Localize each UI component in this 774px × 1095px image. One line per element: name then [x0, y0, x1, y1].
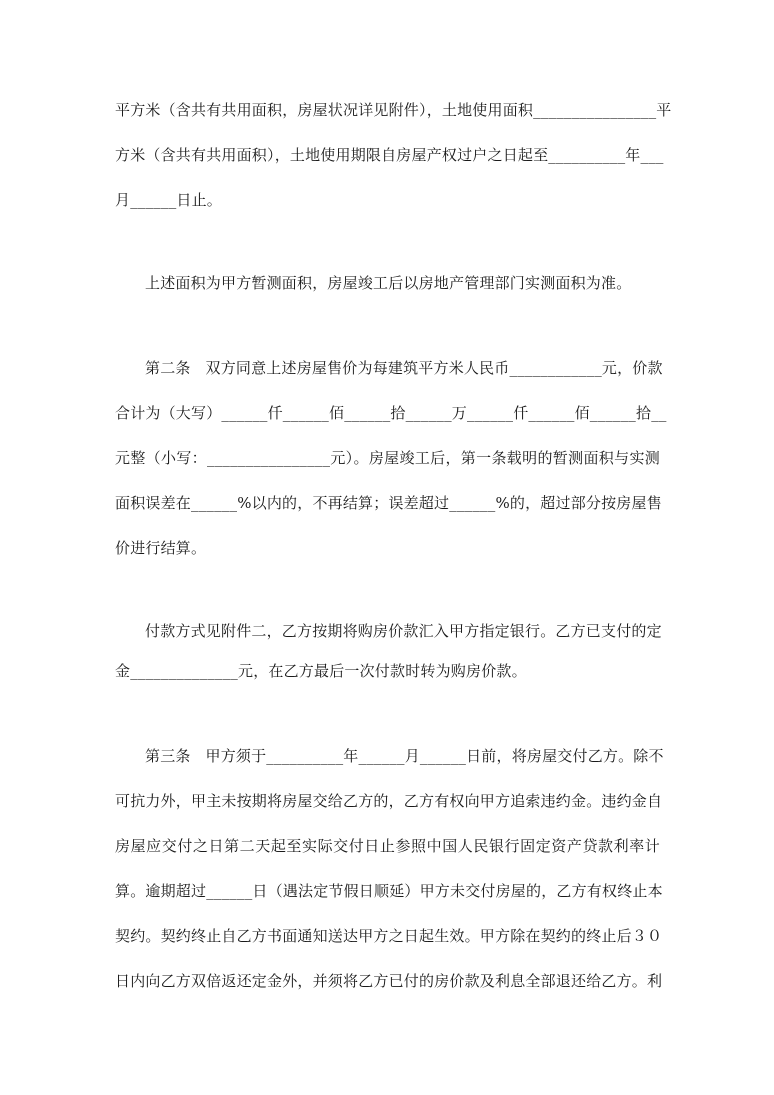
p3-line-0: 付款方式见附件二，乙方按期将购房价款汇入甲方指定银行。乙方已支付的定 — [145, 622, 662, 640]
p2-line-3: 面积误差在______%以内的，不再结算；误差超过______%的，超过部分按房屋售 — [115, 494, 662, 512]
p4-line-1: 可抗力外，甲主未按期将房屋交给乙方的，乙方有权向甲方追索违约金。违约金自 — [115, 792, 663, 810]
p4-line-3: 算。逾期超过______日（遇法定节假日顺延）甲方未交付房屋的，乙方有权终止本 — [115, 882, 663, 900]
p0-line-0: 平方米（含共有共用面积，房屋状况详见附件），土地使用面积________________平 — [115, 101, 672, 119]
p0-line-1: 方米（含共有共用面积），土地使用期限自房屋产权过户之日起至__________年___ — [115, 146, 664, 164]
p2-line-4: 价进行结算。 — [115, 539, 207, 557]
p2-line-1: 合计为（大写）______仟______佰______拾______万______仟______佰______拾__ — [115, 404, 667, 422]
p4-line-2: 房屋应交付之日第二天起至实际交付日止参照中国人民银行固定资产贷款利率计 — [115, 837, 660, 855]
p1-line-0: 上述面积为甲方暂测面积，房屋竣工后以房地产管理部门实测面积为准。 — [145, 274, 632, 292]
p4-line-4: 契约。契约终止自乙方书面通知送达甲方之日起生效。甲方除在契约的终止后３０ — [115, 927, 663, 945]
p2-line-2: 元整（小写：________________元）。房屋竣工后，第一条载明的暂测面积与实测 — [115, 449, 660, 467]
p3-line-1: 金______________元，在乙方最后一次付款时转为购房价款。 — [115, 662, 527, 680]
p2-line-0: 第二条 双方同意上述房屋售价为每建筑平方米人民币____________元，价款 — [145, 359, 663, 377]
p0-line-2: 月______日止。 — [115, 191, 223, 209]
p4-line-0: 第三条 甲方须于__________年______月______日前，将房屋交付乙方。除不 — [145, 747, 664, 765]
p4-line-5: 日内向乙方双倍返还定金外，并须将乙方已付的房价款及利息全部退还给乙方。利 — [115, 972, 663, 990]
